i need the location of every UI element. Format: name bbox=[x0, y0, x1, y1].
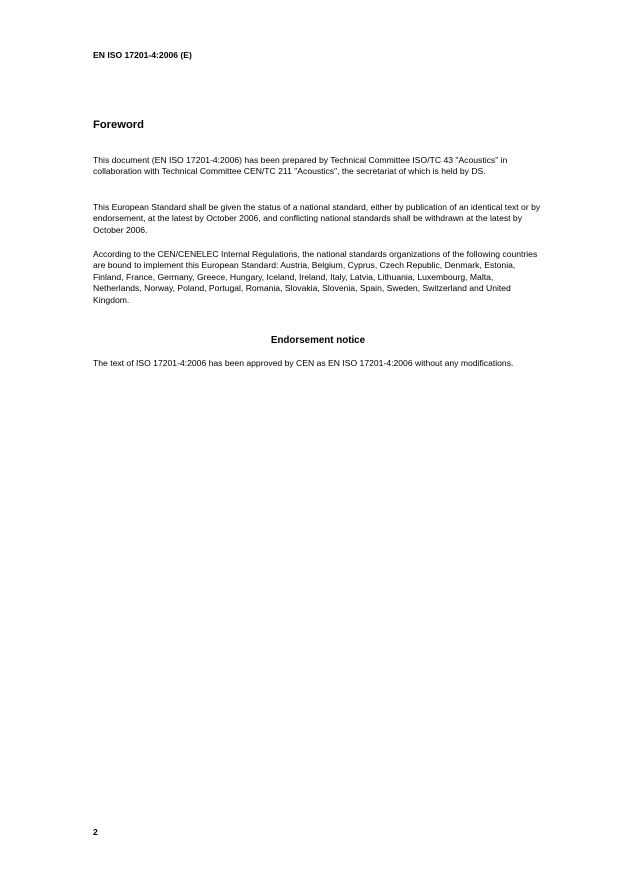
foreword-title: Foreword bbox=[93, 119, 144, 131]
endorsement-notice-title: Endorsement notice bbox=[270, 335, 366, 346]
foreword-paragraph: This European Standard shall be given the status of a national standard, either by publication of an identical text or by endorsement, at the latest by October 2006, and conflicting national standards shall be withdrawn at the latest by October 2006. bbox=[93, 202, 541, 235]
endorsement-notice-text: The text of ISO 17201-4:2006 has been approved by CEN as EN ISO 17201-4:2006 without any modifications. bbox=[93, 358, 514, 368]
foreword-paragraph: This document (EN ISO 17201-4:2006) has been prepared by Technical Committee ISO/TC 43 "Acoustics" in collaboration with Technical Committee CEN/TC 211 "Acoustics", the secretariat of which is held by DS. bbox=[93, 155, 508, 177]
page-number: 2 bbox=[93, 827, 98, 837]
foreword-paragraph: According to the CEN/CENELEC Internal Regulations, the national standards organizations of the following countries are bound to implement this European Standard: Austria, Belgium, Cyprus, Czech Republic, Denmark, Estonia, Finland, France, Germany, Greece, Hungary, Iceland, Ireland, Italy, Latvia, Lithuania, Luxembourg, Malta, Netherlands, Norway, Poland, Portugal, Romania, Slovakia, Slovenia, Spain, Sweden, Switzerland and United Kingdom. bbox=[93, 249, 538, 305]
document-header-id: EN ISO 17201-4:2006 (E) bbox=[93, 50, 192, 60]
